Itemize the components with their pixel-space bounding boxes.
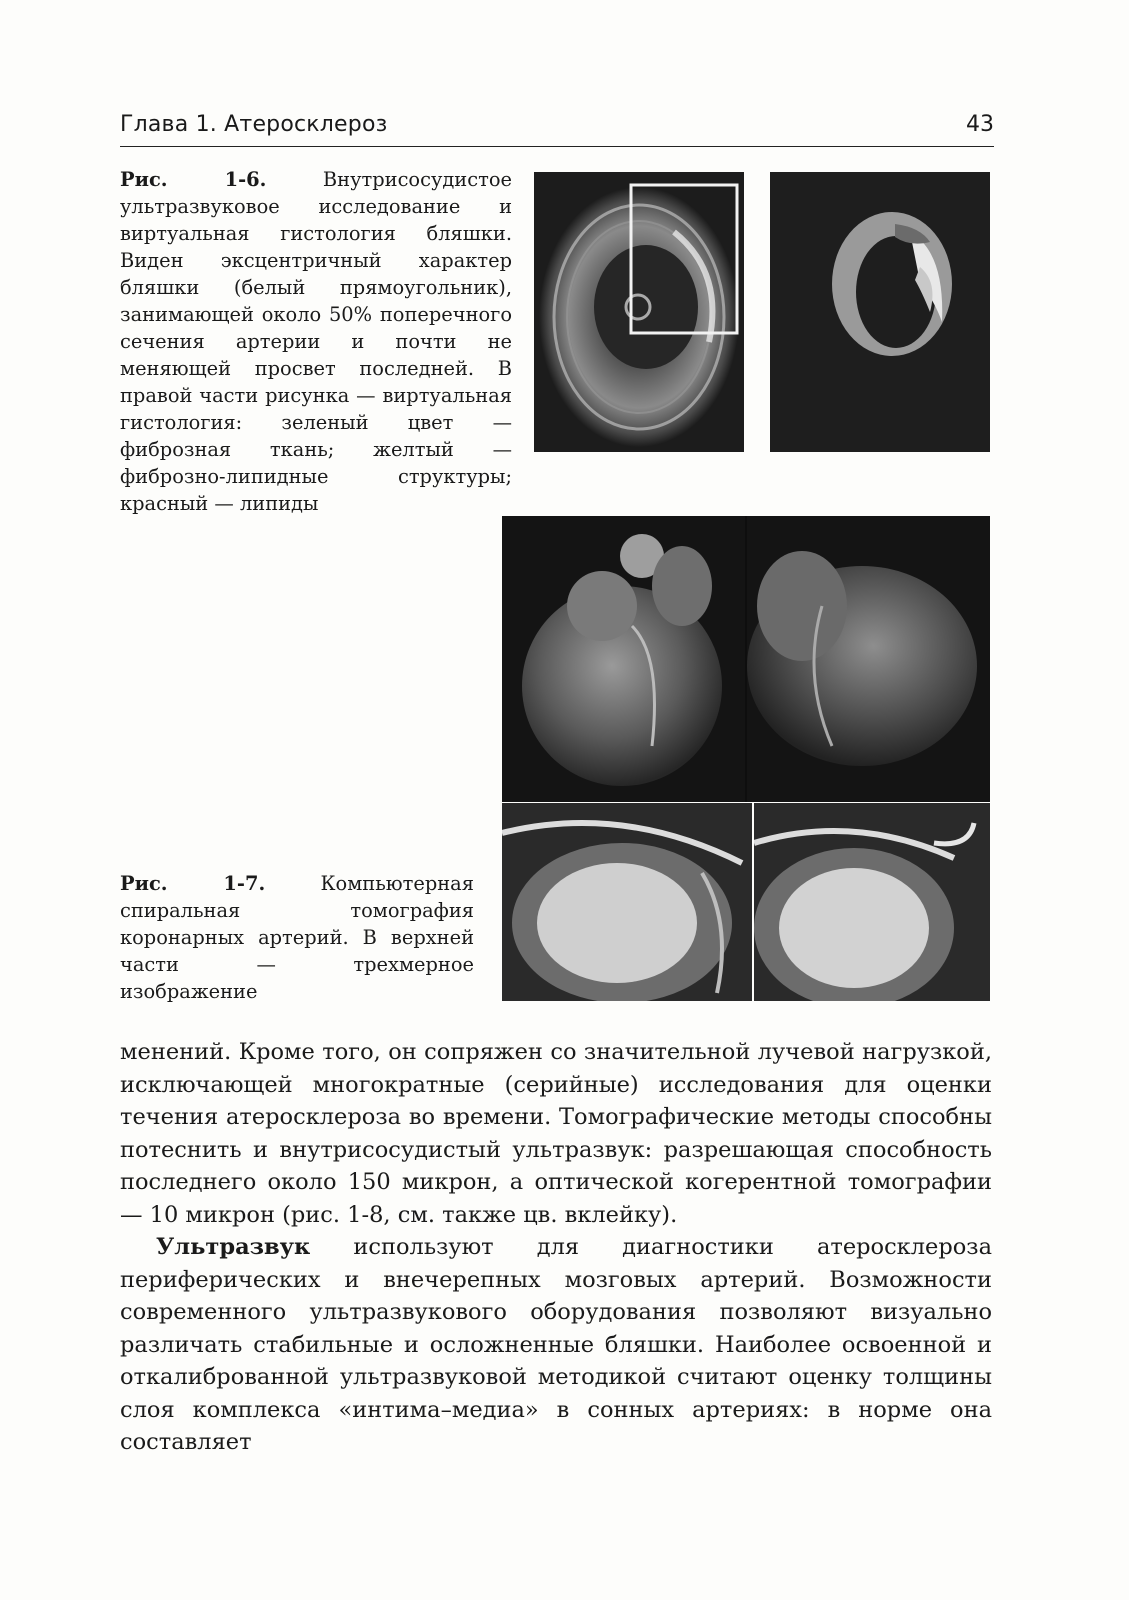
paragraph-2 <box>120 1231 992 1459</box>
figure-1-7-caption <box>120 870 474 1005</box>
figure-1-7-label: Рис. 1-7. <box>120 872 266 895</box>
paragraph-2-term: Ультразвук <box>156 1234 311 1260</box>
ct-3d-image <box>502 516 990 802</box>
virtual-histology-graphic <box>770 172 990 452</box>
ivus-graphic <box>534 172 744 452</box>
body-text <box>120 1036 992 1459</box>
paragraph-2-text: используют для диагностики атеросклероза периферических и внечерепных мозговых артерий. Возможности современного ультразвукового оборудования позволяют визуально различать стабильные и осложненные бляшки. Наиболее освоенной и откалиброванной ультразвуковой методикой считают оценку толщины слоя комплекса «интима–медиа» в сонных артериях: в норме она составляет <box>120 1234 992 1455</box>
figure-1-6-label: Рис. 1-6. <box>120 168 267 191</box>
paragraph-1: менений. Кроме того, он сопряжен со значительной лучевой нагрузкой, исключающей многократные (серийные) исследования для оценки течения атеросклероза во времени. Томографические методы способны потеснить и внутрисосудистый ультразвук: разрешающая способность последнего около 150 микрон, а оптической когерентной томографии — 10 микрон (рис. 1-8, см. также цв. вклейку). <box>120 1039 992 1228</box>
ct-slice-right-graphic <box>754 803 990 1001</box>
page-number: 43 <box>966 112 994 137</box>
ct-slice-left-graphic <box>502 803 752 1001</box>
virtual-histology-image <box>770 172 990 452</box>
figure-1-6-caption-text: Внутрисосудистое ультразвуковое исследование и виртуальная гистология бляшки. Виден эксцентричный характер бляшки (белый прямоугольник), занимающей около 50% поперечного сечения артерии и почти не меняющей просвет последней. В правой части рисунка — виртуальная гистология: зеленый цвет — фиброзная ткань; желтый — фиброзно-липидные структуры; красный — липиды <box>120 168 512 515</box>
ct-slice-image-left <box>502 803 752 1001</box>
chapter-title: Глава 1. Атеросклероз <box>120 112 388 137</box>
figure-1-7-caption-text: Компьютерная спиральная томография коронарных артерий. В верхней части — трехмерное изображение <box>120 872 474 1003</box>
ct-slice-image-right <box>754 803 990 1001</box>
page-header <box>120 112 994 147</box>
ivus-image <box>534 172 744 452</box>
ct-3d-graphic <box>502 516 990 802</box>
figure-1-6-caption <box>120 166 512 517</box>
